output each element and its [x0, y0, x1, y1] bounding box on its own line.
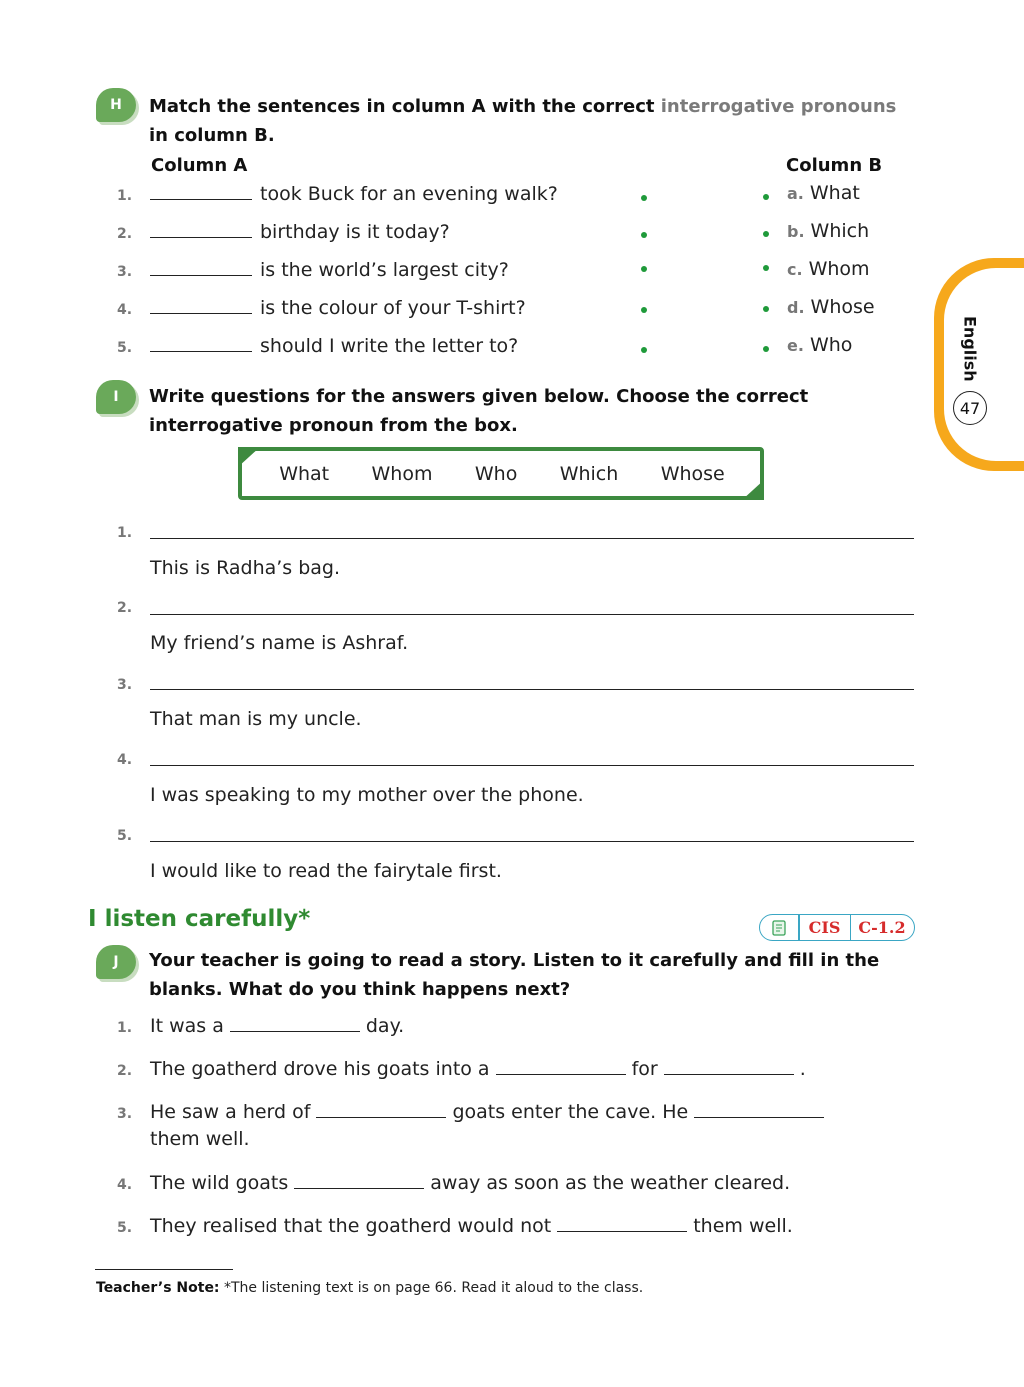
option-word: Which	[810, 220, 870, 242]
blank-line[interactable]	[150, 296, 252, 314]
match-dot-left[interactable]	[641, 266, 647, 272]
answer-text: I was speaking to my mother over the phone.	[150, 784, 584, 806]
sentence-part: day.	[365, 1015, 405, 1037]
sentence-part: It was a	[150, 1015, 224, 1037]
footnote	[96, 1280, 643, 1296]
answer-text: I would like to read the fairytale first.	[150, 860, 502, 882]
match-dot-right[interactable]	[763, 346, 769, 352]
item-number: 3.	[117, 1106, 133, 1122]
fill-sentence	[150, 1057, 806, 1080]
option	[787, 182, 860, 204]
row-number: 3.	[117, 264, 133, 280]
cis-code: C-1.2	[858, 918, 906, 937]
write-line[interactable]	[150, 520, 914, 539]
word-box	[238, 447, 764, 500]
blank-line[interactable]	[150, 258, 252, 276]
blank-line[interactable]	[150, 220, 252, 238]
option	[787, 220, 869, 242]
answer-text: That man is my uncle.	[150, 708, 362, 730]
fill-blank[interactable]	[557, 1214, 687, 1232]
box-word: Whom	[371, 462, 433, 485]
footnote-text: *The listening text is on page 66. Read it aloud to the class.	[219, 1280, 644, 1296]
instruction-text-end: in column B.	[149, 125, 275, 146]
row-sentence	[150, 334, 518, 357]
column-b-heading: Column B	[786, 155, 883, 176]
row-sentence	[150, 182, 558, 205]
box-word: Who	[474, 462, 518, 485]
box-corner	[238, 447, 260, 467]
fill-blank[interactable]	[694, 1100, 824, 1118]
instruction-highlight: interrogative pronouns	[660, 96, 897, 117]
row-sentence	[150, 296, 526, 319]
item-number: 2.	[117, 600, 133, 616]
fill-blank[interactable]	[230, 1014, 360, 1032]
match-dot-left[interactable]	[641, 347, 647, 353]
match-dot-left[interactable]	[641, 307, 647, 313]
sentence-text: should I write the letter to?	[260, 335, 519, 357]
blank-line[interactable]	[150, 182, 252, 200]
cis-label: CIS	[808, 918, 841, 937]
option-letter: b.	[787, 222, 805, 241]
item-number: 5.	[117, 828, 133, 844]
fill-blank[interactable]	[316, 1100, 446, 1118]
write-line[interactable]	[150, 596, 914, 615]
cis-badge	[759, 914, 915, 941]
sentence-part: for	[631, 1058, 658, 1080]
blank-line[interactable]	[150, 334, 252, 352]
sentence-text: is the world’s largest city?	[260, 259, 509, 281]
fill-blank[interactable]	[294, 1171, 424, 1189]
row-number: 5.	[117, 340, 133, 356]
item-number: 1.	[117, 525, 133, 541]
footnote-label: Teacher’s Note:	[96, 1280, 220, 1296]
row-number: 4.	[117, 302, 133, 318]
option-word: Whose	[810, 296, 875, 318]
fill-sentence	[150, 1100, 830, 1123]
option-letter: c.	[787, 260, 803, 279]
fill-sentence	[150, 1171, 790, 1194]
item-number: 4.	[117, 752, 133, 768]
item-number: 1.	[117, 1020, 133, 1036]
option	[787, 296, 875, 318]
item-number: 3.	[117, 677, 133, 693]
fill-sentence	[150, 1214, 793, 1237]
write-line[interactable]	[150, 671, 914, 690]
fill-blank[interactable]	[664, 1057, 794, 1075]
item-number: 2.	[117, 1063, 133, 1079]
section-h-instruction	[149, 92, 917, 150]
answer-text: This is Radha’s bag.	[150, 557, 341, 579]
column-a-heading: Column A	[151, 155, 248, 176]
row-number: 2.	[117, 226, 133, 242]
option-letter: d.	[787, 298, 805, 317]
match-dot-right[interactable]	[763, 265, 769, 271]
sentence-part: goats enter the cave. He	[452, 1101, 689, 1123]
sentence-text: is the colour of your T-shirt?	[260, 297, 526, 319]
section-i-instruction: Write questions for the answers given below. Choose the correct interrogative pronoun from the box.	[149, 386, 809, 436]
notebook-icon	[760, 915, 798, 940]
sentence-part: away as soon as the weather cleared.	[430, 1172, 791, 1194]
sentence-part: He saw a herd of	[150, 1101, 311, 1123]
sentence-continuation: them well.	[150, 1128, 250, 1150]
row-sentence	[150, 258, 509, 281]
section-badge-h: H	[96, 88, 136, 122]
box-word: Which	[559, 462, 619, 485]
match-dot-left[interactable]	[641, 232, 647, 238]
section-badge-i: I	[96, 380, 136, 414]
sentence-text: birthday is it today?	[260, 221, 450, 243]
option-word: What	[809, 182, 860, 204]
match-dot-right[interactable]	[763, 231, 769, 237]
item-number: 5.	[117, 1220, 133, 1236]
write-line[interactable]	[150, 747, 914, 766]
option	[787, 334, 852, 356]
option-word: Whom	[808, 258, 870, 280]
row-number: 1.	[117, 188, 133, 204]
sentence-part: The wild goats	[150, 1172, 289, 1194]
sentence-part: them well.	[693, 1215, 793, 1237]
match-dot-left[interactable]	[641, 195, 647, 201]
answer-text: My friend’s name is Ashraf.	[150, 632, 409, 654]
sentence-text: took Buck for an evening walk?	[260, 183, 558, 205]
section-badge-j: J	[96, 945, 136, 979]
sentence-part: The goatherd drove his goats into a	[150, 1058, 490, 1080]
instruction-text: Match the sentences in column A with the correct	[149, 96, 661, 117]
subject-label: English	[960, 316, 980, 382]
sentence-part: .	[799, 1058, 806, 1080]
footnote-rule	[95, 1269, 233, 1270]
fill-blank[interactable]	[496, 1057, 626, 1075]
sentence-part: They realised that the goatherd would not	[150, 1215, 552, 1237]
fill-sentence	[150, 1014, 404, 1037]
page-number: 47	[953, 391, 987, 425]
match-dot-right[interactable]	[763, 306, 769, 312]
option	[787, 258, 870, 280]
option-letter: e.	[787, 336, 804, 355]
section-j-instruction: Your teacher is going to read a story. Listen to it carefully and fill in the blanks. What do you think happens next?	[149, 950, 880, 1000]
match-dot-right[interactable]	[763, 194, 769, 200]
box-word: What	[279, 462, 330, 485]
option-word: Who	[809, 334, 853, 356]
section-title: I listen carefully*	[88, 906, 311, 932]
option-letter: a.	[787, 184, 804, 203]
item-number: 4.	[117, 1177, 133, 1193]
box-corner	[742, 480, 764, 500]
write-line[interactable]	[150, 823, 914, 842]
row-sentence	[150, 220, 450, 243]
box-word: Whose	[660, 462, 725, 485]
